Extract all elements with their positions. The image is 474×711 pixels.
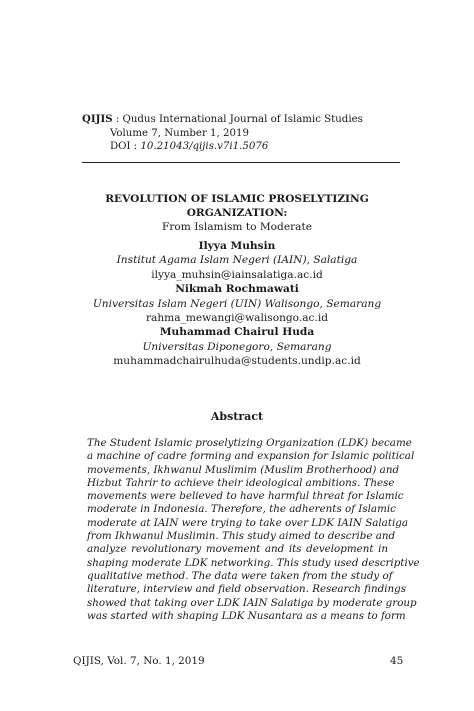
- abstract-line: The Student Islamic proselytizing Organization (LDK) became: [87, 437, 412, 449]
- article-title-block: [60, 192, 414, 234]
- doi-value: 10.21043/qijis.v7i1.5076: [140, 141, 269, 152]
- abstract-line: analyze revolutionary movement and its development in: [87, 543, 388, 556]
- author-name: Muhammad Chairul Huda: [159, 326, 315, 339]
- abstract-body: [87, 437, 420, 623]
- abstract-line: shaping moderate LDK networking. This study used descriptive: [87, 556, 420, 569]
- journal-header: [82, 113, 363, 154]
- article-title: REVOLUTION OF ISLAMIC PROSELYTIZING ORGANIZATION:: [105, 193, 369, 219]
- journal-title-line: [82, 113, 363, 127]
- author-institution: Universitas Diponegoro, Semarang: [142, 340, 332, 353]
- abstract-line: Hizbut Tahrir to achieve their ideological ambitions. These: [87, 476, 395, 489]
- abstract-line: moderate in Indonesia. Therefore, the adherents of Islamic: [87, 503, 396, 516]
- journal-name: : Qudus International Journal of Islamic Studies: [112, 114, 363, 125]
- journal-abbreviation: QIJIS: [82, 113, 113, 125]
- author-email: muhammadchairulhuda@students.undip.ac.id: [113, 355, 361, 368]
- author-email: rahma_mewangi@walisongo.ac.id: [145, 312, 329, 325]
- abstract-line: moderate at IAIN were trying to take over LDK IAIN Salatiga: [87, 516, 408, 529]
- page-number: 45: [390, 655, 404, 667]
- abstract-line: movements, Ikhwanul Muslimim (Muslim Brotherhood) and: [87, 463, 400, 476]
- abstract-line: literature, interview and field observation. Research findings: [87, 583, 407, 596]
- journal-volume: Volume 7, Number 1, 2019: [110, 127, 249, 139]
- abstract-heading: Abstract: [210, 410, 264, 423]
- author-name: Ilyya Muhsin: [198, 240, 276, 252]
- abstract-line: qualitative method. The data were taken from the study of: [87, 569, 393, 582]
- journal-doi-line: [82, 140, 363, 154]
- author-email: ilyya_muhsin@iainsalatiga.ac.id: [151, 268, 323, 281]
- author-institution: Universitas Islam Negeri (UIN) Walisongo, Semarang: [92, 297, 382, 310]
- authors-block: [50, 239, 424, 369]
- abstract-line: was started with shaping LDK Nusantara as a means to form: [87, 609, 406, 622]
- author-name: Nikmah Rochmawati: [175, 283, 299, 296]
- doi-label: DOI :: [110, 141, 141, 152]
- abstract-line: movements were believed to have harmful threat for Islamic: [87, 490, 404, 503]
- article-subtitle: From Islamism to Moderate: [162, 221, 312, 233]
- author-institution: Institut Agama Islam Negeri (IAIN), Salatiga: [116, 254, 358, 267]
- header-divider: [82, 162, 400, 163]
- abstract-line: a machine of cadre forming and expansion for Islamic political: [87, 450, 415, 463]
- abstract-line: showed that taking over LDK IAIN Salatiga by moderate group: [87, 596, 417, 609]
- footer-citation: QIJIS, Vol. 7, No. 1, 2019: [73, 655, 205, 667]
- abstract-line: from Ikhwanul Muslimin. This study aimed to describe and: [87, 530, 396, 543]
